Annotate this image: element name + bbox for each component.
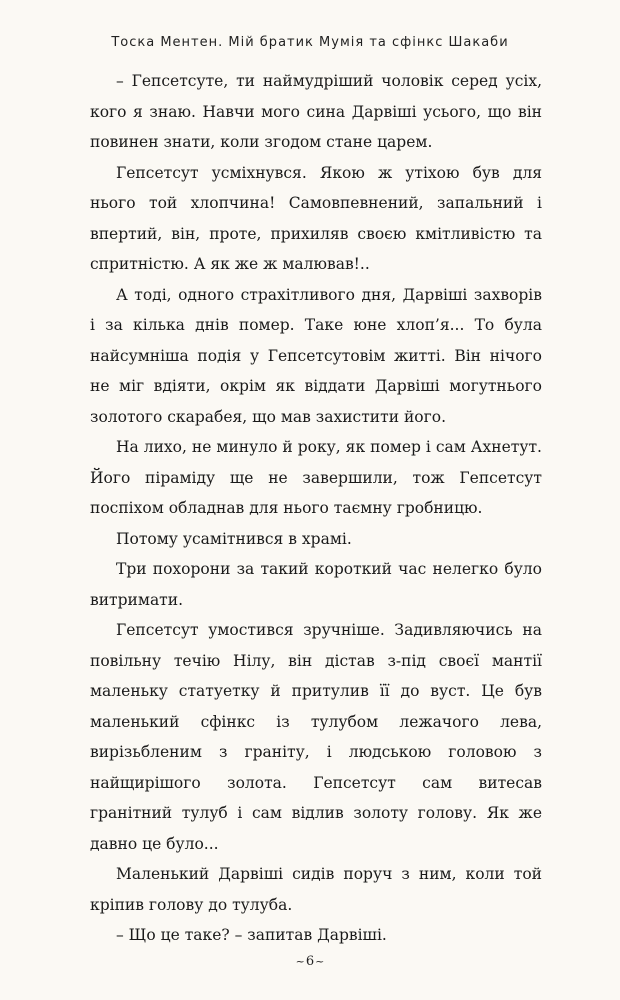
folio-ornament-left: ~ [295, 955, 305, 968]
body-text [90, 66, 542, 951]
paragraph-5: Потому усамітнився в храмі. [116, 529, 352, 548]
folio-ornament-right: ~ [315, 955, 325, 968]
paragraph-8: Маленький Дарвіші сидів поруч з ним, коли той кріпив голову до тулуба. [90, 865, 542, 914]
paragraph-4: На лихо, не минуло й року, як помер і сам Ахнетут. Його піраміду ще не завершили, тож Гепсетсут поспіхом обладнав для нього таємну гробницю. [90, 438, 542, 517]
paragraph-1: – Гепсетсуте, ти наймудріший чоловік серед усіх, кого я знаю. Навчи мого сина Дарвіші усього, що він повинен знати, коли згодом стане царем. [90, 72, 542, 151]
page-number-value: 6 [305, 954, 315, 969]
paragraph-3: А тоді, одного страхітливого дня, Дарвіші захворів і за кілька днів помер. Таке юне хлоп’я... То була найсумніша подія у Гепсетсутовім житті. Він нічого не міг вдіяти, окрім як віддати Дарвіші могутнього золотого скарабея, що мав захистити його. [90, 285, 542, 426]
running-header: Тоска Ментен. Мій братик Мумія та сфінкс Шакаби [111, 35, 509, 50]
paragraph-9: – Що це таке? – запитав Дарвіші. [116, 926, 387, 944]
paragraph-2: Гепсетсут усміхнувся. Якою ж утіхою був для нього той хлопчина! Самовпевнений, запальний і впертий, він, проте, прихиляв своєю кмітливістю та спритністю. А як же ж малював!.. [90, 163, 542, 273]
paragraph-7: Гепсетсут умостився зручніше. Задивляючись на повільну течію Нілу, він дістав з-під своєї мантії маленьку статуетку й притулив її до вуст. Це був маленький сфінкс із тулубом лежачого лева, вирізьбленим з граніту, і людською головою з найщирішого золота. Гепсетсут сам витесав гранітний тулуб і сам відлив золоту голову. Як же давно це було... [90, 621, 542, 853]
paragraph-6: Три похорони за такий короткий час нелегко було витримати. [90, 560, 542, 609]
page-number [0, 954, 620, 969]
